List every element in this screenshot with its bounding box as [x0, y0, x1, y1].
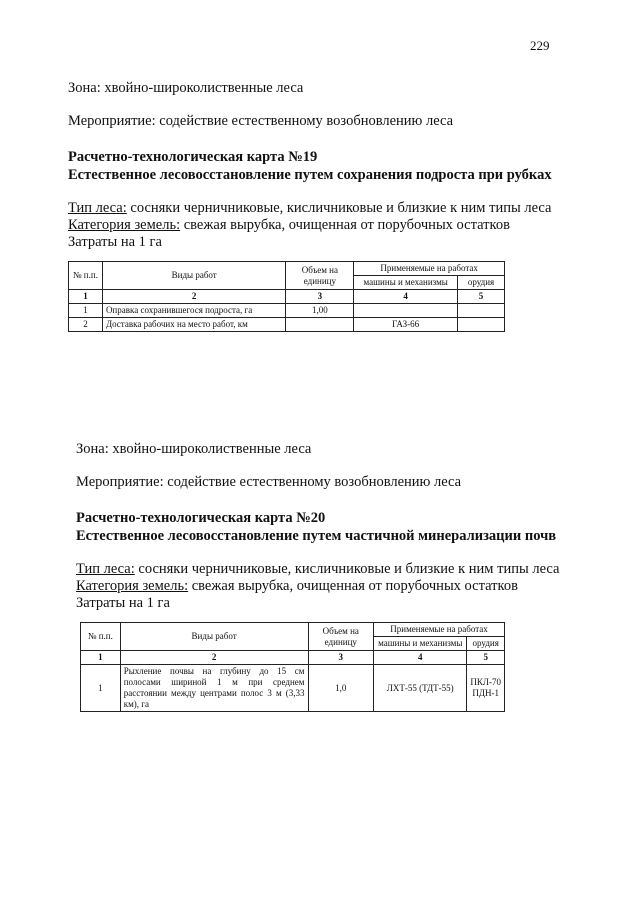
col-number: 4 [374, 651, 467, 665]
row-machines: ГАЗ-66 [354, 318, 458, 332]
col-number: 5 [458, 290, 505, 304]
forest-type [68, 200, 568, 217]
measure-line: Мероприятие: содействие естественному возобновлению леса [76, 474, 462, 490]
land-category-value: свежая вырубка, очищенная от порубочных остатков [183, 217, 510, 233]
forest-type-label: Тип леса: [68, 200, 127, 216]
row-tools [458, 304, 505, 318]
header-tools: орудия [467, 637, 505, 651]
col-number: 5 [467, 651, 505, 665]
row-volume: 1,0 [308, 665, 374, 712]
costs-line: Затраты на 1 га [68, 234, 162, 250]
header-machines: машины и механизмы [354, 276, 458, 290]
land-category-value: свежая вырубка, очищенная от порубочных остатков [191, 578, 518, 594]
card-subtitle: Естественное лесовосстановление путем частичной минерализации почв [76, 528, 557, 544]
land-category-label: Категория земель: [68, 217, 181, 233]
work-table [68, 261, 505, 332]
row-volume: 1,00 [286, 304, 354, 318]
header-volume: Объем на единицу [286, 262, 354, 290]
header-volume: Объем на единицу [308, 623, 374, 651]
row-num: 1 [81, 665, 121, 712]
forest-type-value: сосняки черничниковые, кисличниковые и близкие к ним типы леса [130, 200, 552, 216]
row-machines: ЛХТ-55 (ТДТ-55) [374, 665, 467, 712]
col-number: 3 [308, 651, 374, 665]
row-num: 1 [69, 304, 103, 318]
page-number: 229 [530, 38, 550, 53]
forest-type [76, 561, 570, 578]
header-num: № п.п. [69, 262, 103, 290]
header-num: № п.п. [81, 623, 121, 651]
forest-type-label: Тип леса: [76, 561, 135, 577]
row-work: Доставка рабочих на место работ, км [102, 318, 285, 332]
header-machines: машины и механизмы [374, 637, 467, 651]
table-row [81, 665, 505, 712]
header-applied: Применяемые на работах [374, 623, 505, 637]
row-tools [467, 665, 505, 712]
column-number-row [81, 651, 505, 665]
work-table [80, 622, 505, 712]
table-row [69, 304, 505, 318]
land-category [68, 217, 568, 234]
tech-card-20 [76, 441, 570, 712]
land-category [76, 578, 570, 595]
row-tools [458, 318, 505, 332]
zone-line: Зона: хвойно-широколиственные леса [76, 441, 312, 457]
col-number: 3 [286, 290, 354, 304]
costs-line: Затраты на 1 га [76, 595, 170, 611]
row-volume [286, 318, 354, 332]
col-number: 1 [69, 290, 103, 304]
land-category-label: Категория земель: [76, 578, 189, 594]
column-number-row [69, 290, 505, 304]
header-applied: Применяемые на работах [354, 262, 505, 276]
zone-line: Зона: хвойно-широколиственные леса [68, 80, 304, 96]
row-work: Оправка сохранившегося подроста, га [102, 304, 285, 318]
row-num: 2 [69, 318, 103, 332]
col-number: 1 [81, 651, 121, 665]
tech-card-19 [68, 80, 568, 332]
header-work: Виды работ [120, 623, 308, 651]
measure-line: Мероприятие: содействие естественному возобновлению леса [68, 113, 454, 129]
table-row [69, 318, 505, 332]
tool-name: ПКЛ-70 [470, 677, 501, 687]
row-work: Рыхление почвы на глубину до 15 см полосами шириной 1 м при среднем расстоянии между центрами полос 3 м (3,33 км), га [120, 665, 308, 712]
col-number: 4 [354, 290, 458, 304]
header-tools: орудия [458, 276, 505, 290]
header-work: Виды работ [102, 262, 285, 290]
card-title: Расчетно-технологическая карта №20 [76, 510, 326, 526]
row-machines [354, 304, 458, 318]
forest-type-value: сосняки черничниковые, кисличниковые и близкие к ним типы леса [138, 561, 560, 577]
col-number: 2 [120, 651, 308, 665]
tool-name: ПДН-1 [472, 688, 499, 698]
card-subtitle: Естественное лесовосстановление путем сохранения подроста при рубках [68, 167, 552, 183]
col-number: 2 [102, 290, 285, 304]
card-title: Расчетно-технологическая карта №19 [68, 149, 318, 165]
